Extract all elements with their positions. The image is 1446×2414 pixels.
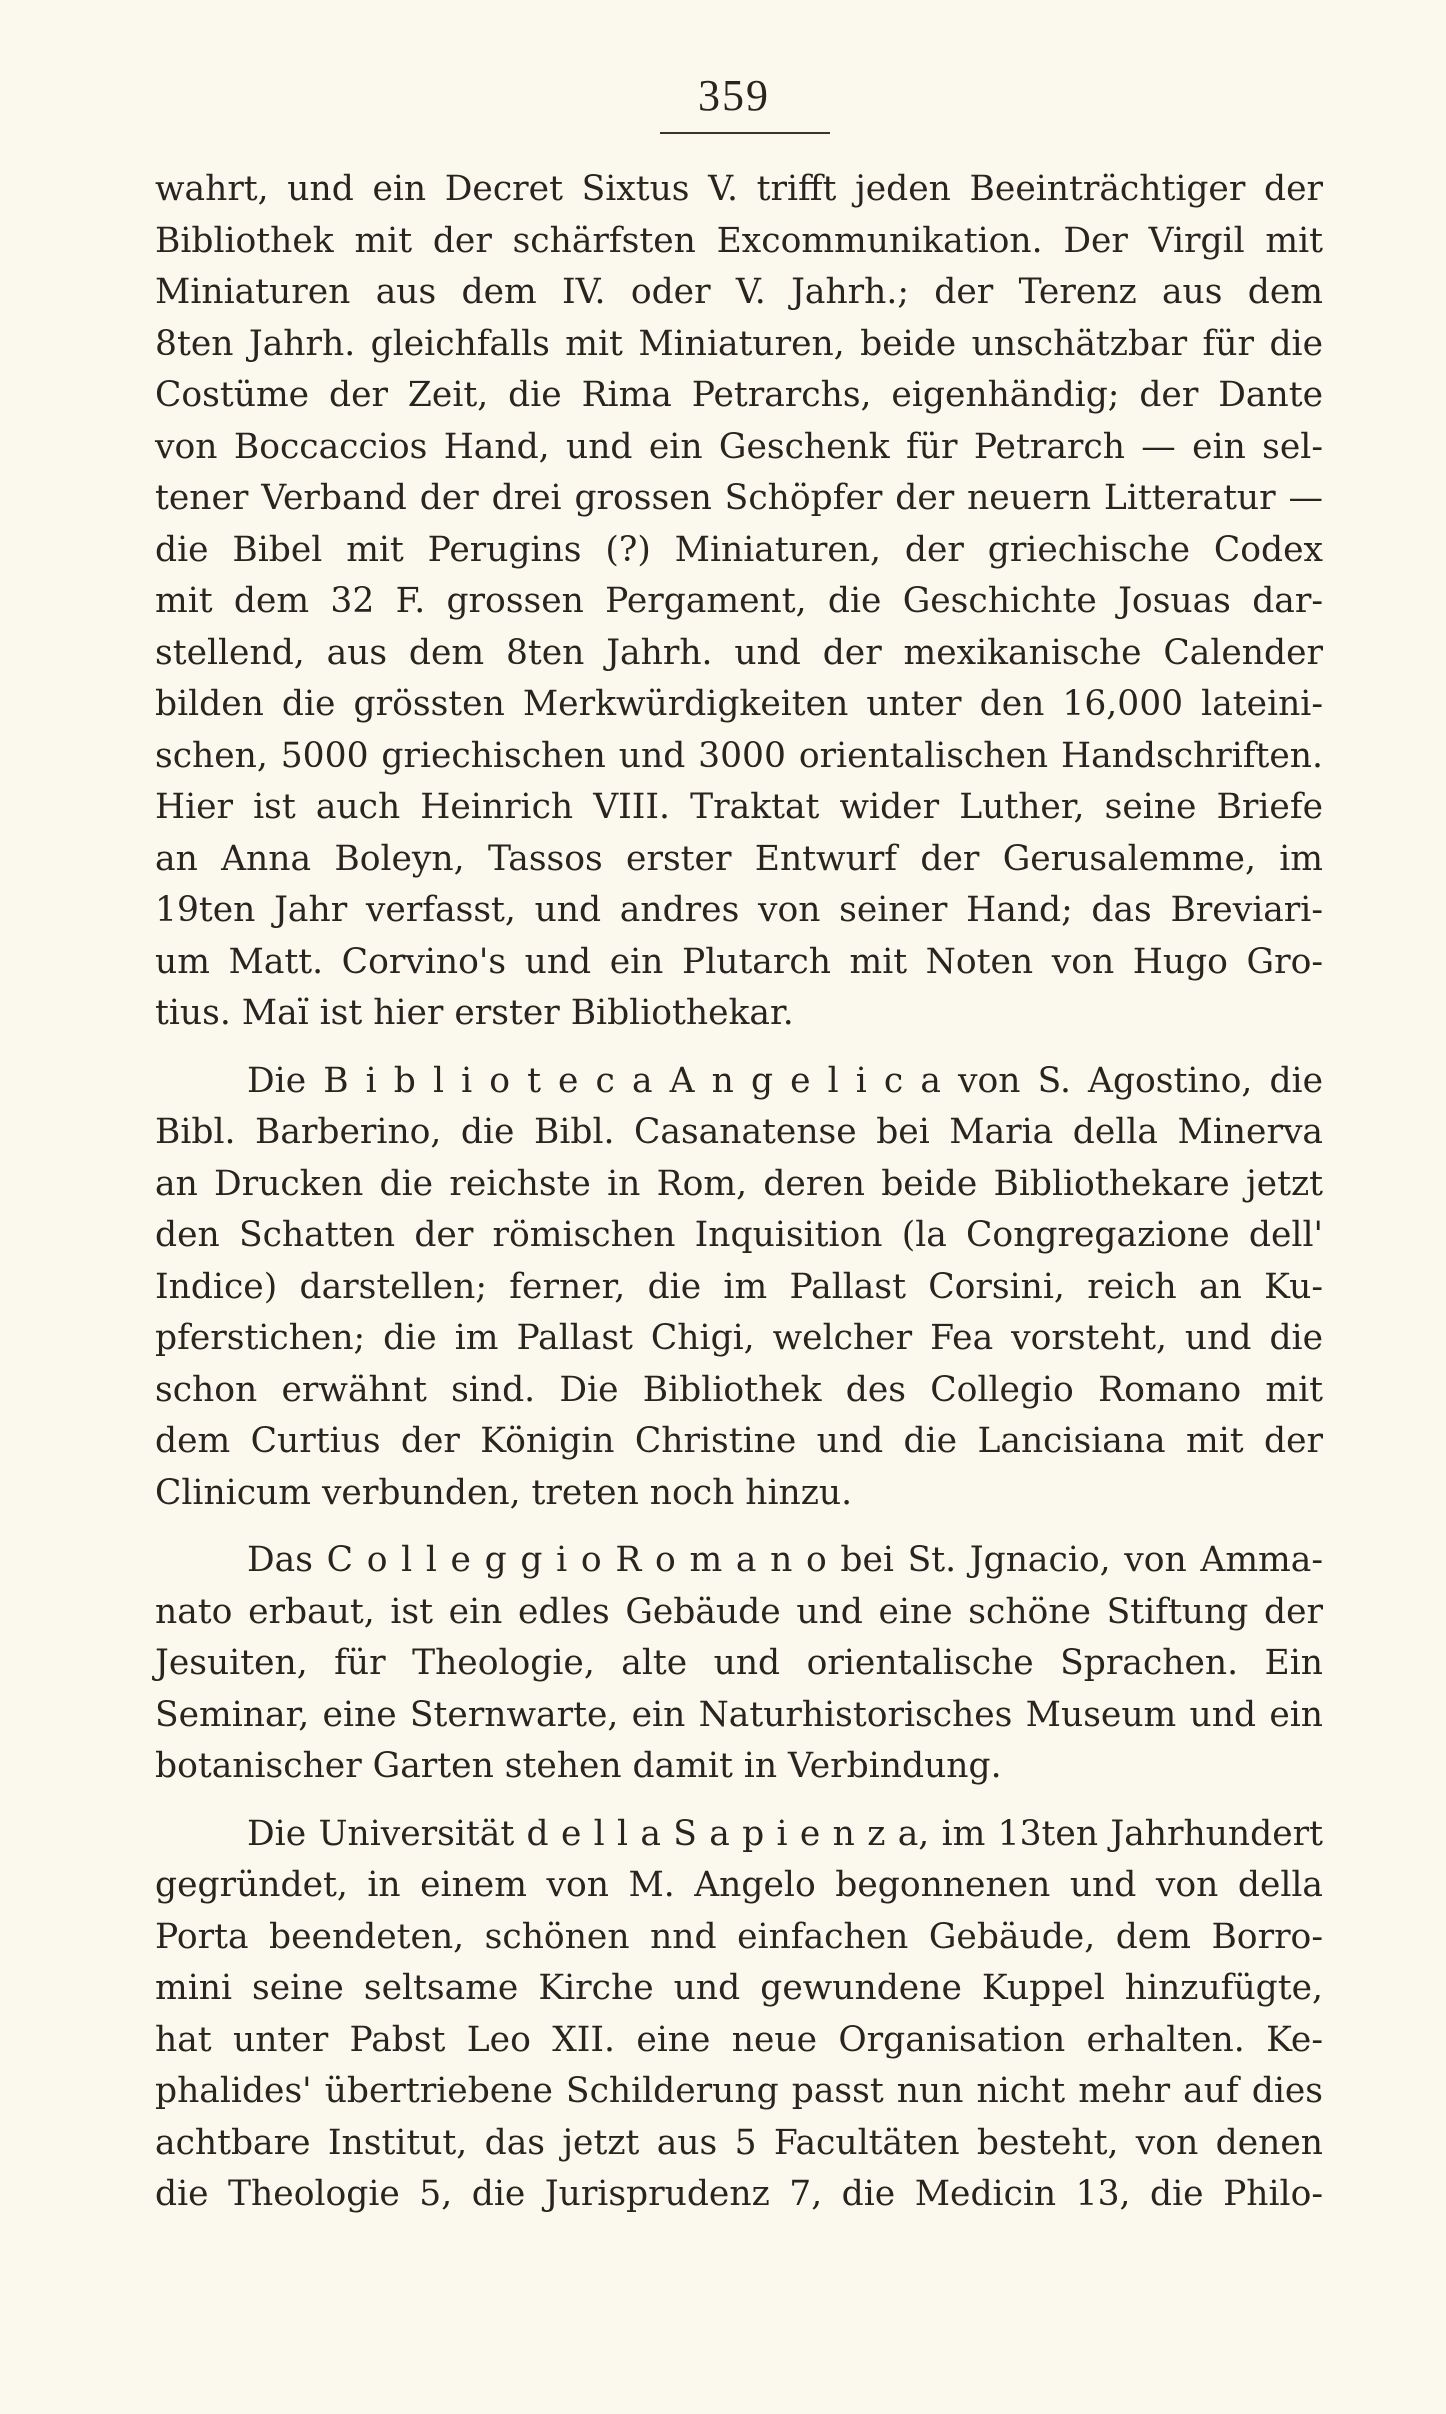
text-line: nato erbaut, ist ein edles Gebäude und eine schöne Stiftung der	[155, 1591, 1323, 1632]
text-line: bilden die grössten Merkwürdigkeiten unter den 16,000 lateini-	[155, 684, 1323, 724]
text-line: phalides' übertriebene Schilderung passt nun nicht mehr auf dies	[155, 2071, 1323, 2111]
text-line: Die Universität d e l l a S a p i e n z a, im 13ten Jahrhundert	[247, 1813, 1323, 1854]
text-line: Porta beendeten, schönen nnd einfachen Gebäude, dem Borro-	[155, 1916, 1323, 1957]
text-line: Bibliothek mit der schärfsten Excommunikation. Der Virgil mit	[155, 220, 1323, 261]
text-line: die Theologie 5, die Jurisprudenz 7, die Medicin 13, die Philo-	[155, 2174, 1323, 2214]
text-line: gegründet, in einem von M. Angelo begonnenen und von della	[155, 1865, 1323, 1905]
body-text	[155, 164, 1323, 2221]
text-line: Hier ist auch Heinrich VIII. Traktat wider Luther, seine Briefe	[155, 787, 1323, 827]
paragraph-gap	[155, 1040, 1323, 1056]
text-line: dem Curtius der Königin Christine und die Lancisiana mit der	[155, 1421, 1323, 1461]
text-line: stellend, aus dem 8ten Jahrh. und der mexikanische Calender	[155, 632, 1323, 673]
text-line: den Schatten der römischen Inquisition (la Congregazione dell'	[155, 1215, 1323, 1255]
text-line: um Matt. Corvino's und ein Plutarch mit Noten von Hugo Gro-	[155, 941, 1323, 982]
text-line: hat unter Pabst Leo XII. eine neue Organisation erhalten. Ke-	[155, 2019, 1323, 2060]
page-header	[660, 70, 830, 140]
text-line: Bibl. Barberino, die Bibl. Casanatense bei Maria della Minerva	[155, 1112, 1323, 1152]
text-line: tius. Maï ist hier erster Bibliothekar.	[155, 993, 794, 1033]
text-line: mini seine seltsame Kirche und gewundene Kuppel hinzufügte,	[155, 1968, 1323, 2008]
text-line: wahrt, und ein Decret Sixtus V. trifft jeden Beeinträchtiger der	[155, 169, 1323, 209]
text-line: Miniaturen aus dem IV. oder V. Jahrh.; der Terenz aus dem	[155, 272, 1323, 312]
text-line: Seminar, eine Sternwarte, ein Naturhistorisches Museum und ein	[155, 1694, 1323, 1735]
text-line: an Anna Boleyn, Tassos erster Entwurf der Gerusalemme, im	[155, 838, 1323, 879]
text-line: an Drucken die reichste in Rom, deren beide Bibliothekare jetzt	[155, 1163, 1323, 1204]
text-line: schon erwähnt sind. Die Bibliothek des Collegio Romano mit	[155, 1369, 1323, 1410]
text-line: tener Verband der drei grossen Schöpfer der neuern Litteratur —	[155, 478, 1323, 518]
text-line: Indice) darstellen; ferner, die im Pallast Corsini, reich an Ku-	[155, 1266, 1323, 1307]
text-line: mit dem 32 F. grossen Pergament, die Geschichte Josuas dar-	[155, 581, 1323, 621]
paragraph-gap	[155, 1793, 1323, 1809]
paragraph-gap	[155, 1519, 1323, 1535]
page-number: 359	[698, 71, 770, 120]
text-line: 19ten Jahr verfasst, und andres von seiner Hand; das Breviari-	[155, 890, 1323, 930]
text-line: pferstichen; die im Pallast Chigi, welcher Fea vorsteht, und die	[155, 1318, 1323, 1358]
text-line: schen, 5000 griechischen und 3000 orientalischen Handschriften.	[155, 735, 1323, 776]
text-line: achtbare Institut, das jetzt aus 5 Facultäten besteht, von denen	[155, 2122, 1323, 2163]
text-line: die Bibel mit Perugins (?) Miniaturen, der griechische Codex	[155, 529, 1323, 570]
text-line: von Boccaccios Hand, und ein Geschenk für Petrarch — ein sel-	[155, 426, 1323, 467]
header-rule	[660, 132, 830, 134]
text-line: Clinicum verbunden, treten noch hinzu.	[155, 1472, 853, 1513]
text-line: Das C o l l e g g i o R o m a n o bei St. Jgnacio, von Amma-	[247, 1540, 1323, 1580]
text-line: Jesuiten, für Theologie, alte und orientalische Sprachen. Ein	[155, 1643, 1323, 1683]
text-line: Costüme der Zeit, die Rima Petrarchs, eigenhändig; der Dante	[155, 375, 1323, 415]
text-line: botanischer Garten stehen damit in Verbindung.	[155, 1746, 1002, 1786]
text-line: 8ten Jahrh. gleichfalls mit Miniaturen, beide unschätzbar für die	[155, 323, 1323, 364]
text-line: Die B i b l i o t e c a A n g e l i c a von S. Agostino, die	[247, 1060, 1323, 1101]
